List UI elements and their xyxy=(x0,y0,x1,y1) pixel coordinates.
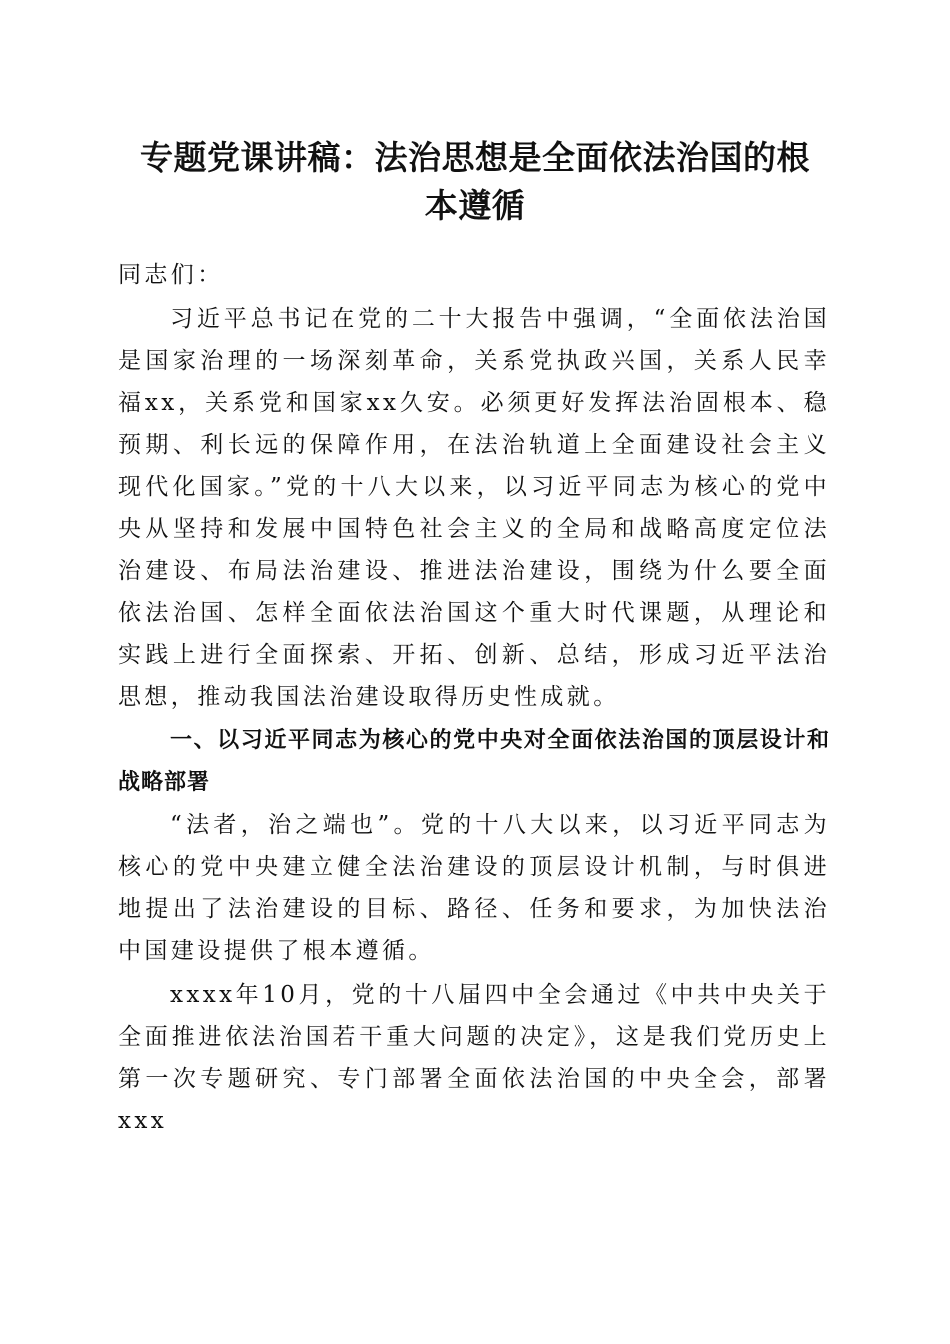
title-line-2: 本遵循 xyxy=(424,186,526,225)
document-body xyxy=(118,254,830,1142)
document-title xyxy=(110,134,840,230)
paragraph-fourth-plenum: xxxx年10月，党的十八届四中全会通过《中共中央关于全面推进依法治国若干重大问题的决定》，这是我们党历史上第一次专题研究、专门部署全面依法治国的中央全会，部署xxx xyxy=(118,982,830,1134)
title-line-1: 专题党课讲稿：法治思想是全面依法治国的根 xyxy=(140,138,810,177)
salutation: 同志们： xyxy=(118,262,224,288)
paragraph-intro: 习近平总书记在党的二十大报告中强调，“全面依法治国是国家治理的一场深刻革命，关系党执政兴国，关系人民幸福xx，关系党和国家xx久安。必须更好发挥法治固根本、稳预期、利长远的保障作用，在法治轨道上全面建设社会主义现代化国家。”党的十八大以来，以习近平同志为核心的党中央从坚持和发展中国特色社会主义的全局和战略高度定位法治建设、布局法治建设、推进法治建设，围绕为什么要全面依法治国、怎样全面依法治国这个重大时代课题，从理论和实践上进行全面探索、开拓、创新、总结，形成习近平法治思想，推动我国法治建设取得历史性成就。 xyxy=(118,306,830,710)
paragraph-section-1: “法者，治之端也”。党的十八大以来，以习近平同志为核心的党中央建立健全法治建设的顶层设计机制，与时俱进地提出了法治建设的目标、路径、任务和要求，为加快法治中国建设提供了根本遵循。 xyxy=(118,812,830,964)
section-heading-1: 一、以习近平同志为核心的党中央对全面依法治国的顶层设计和战略部署 xyxy=(118,728,830,795)
